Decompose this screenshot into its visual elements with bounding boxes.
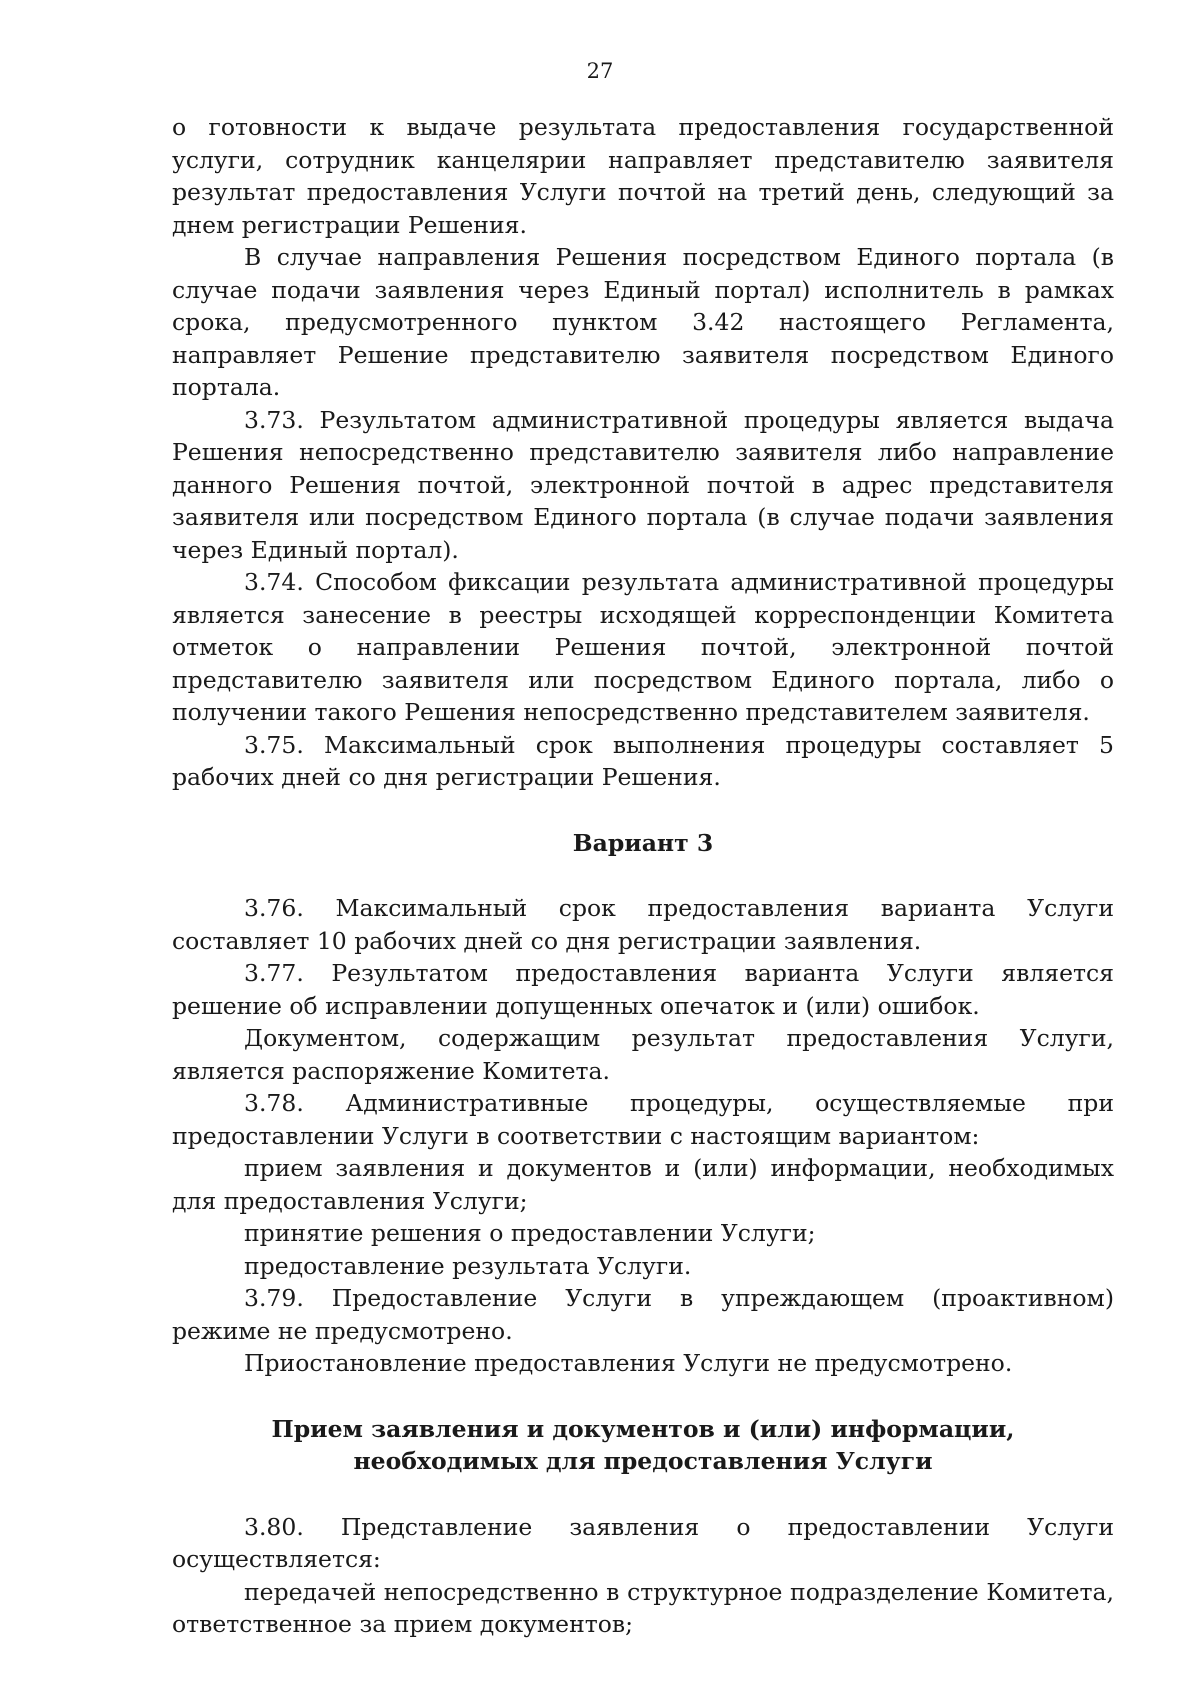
document-body — [172, 111, 1114, 1641]
heading-variant-3: Вариант 3 — [572, 828, 714, 857]
paragraph: о готовности к выдаче результата предоставления государственной услуги, сотрудник канцелярии направляет представителю заявителя результат предоставления Услуги почтой на третий день, следующий за днем регистрации Решения. — [172, 113, 1114, 239]
list-item: принятие решения о предоставлении Услуги; — [244, 1219, 816, 1247]
paragraph-3-73: 3.73. Результатом административной процедуры является выдача Решения непосредственно представителю заявителя либо направление данного Решения почтой, электронной почтой в адрес представителя заявителя или посредством Единого портала (в случае подачи заявления через Единый портал). — [172, 405, 1114, 564]
paragraph-3-80: 3.80. Представление заявления о предоставлении Услуги осуществляется: — [172, 1512, 1114, 1573]
paragraph-3-76: 3.76. Максимальный срок предоставления варианта Услуги составляет 10 рабочих дней со дня регистрации заявления. — [172, 894, 1114, 955]
paragraph-3-75: 3.75. Максимальный срок выполнения процедуры составляет 5 рабочих дней со дня регистрации Решения. — [172, 730, 1114, 791]
list-item: предоставление результата Услуги. — [244, 1251, 692, 1280]
heading-line: Прием заявления и документов и (или) информации, — [271, 1414, 1015, 1443]
paragraph-3-74: 3.74. Способом фиксации результата административной процедуры является занесение в реестры исходящей корреспонденции Комитета отметок о направлении Решения почтой, электронной почтой представителю заявителя или посредством Единого портала, либо о получении такого Решения непосредственно представителем заявителя. — [172, 568, 1114, 726]
list-item: прием заявления и документов и (или) информации, необходимых для предоставления Услуги; — [172, 1154, 1114, 1215]
list-item: передачей непосредственно в структурное подразделение Комитета, ответственное за прием документов; — [172, 1577, 1114, 1638]
paragraph: В случае направления Решения посредством Единого портала (в случае подачи заявления через Единый портал) исполнитель в рамках срока, предусмотренного пунктом 3.42 настоящего Регламента, направляет Решение представителю заявителя посредством Единого портала. — [172, 243, 1114, 401]
paragraph-3-77: 3.77. Результатом предоставления варианта Услуги является решение об исправлении допущенных опечаток и (или) ошибок. — [172, 959, 1114, 1020]
paragraph-3-79: 3.79. Предоставление Услуги в упреждающем (проактивном) режиме не предусмотрено. — [172, 1284, 1114, 1345]
heading-line: необходимых для предоставления Услуги — [353, 1447, 933, 1475]
paragraph: Приостановление предоставления Услуги не предусмотрено. — [244, 1349, 1013, 1377]
paragraph: Документом, содержащим результат предоставления Услуги, является распоряжение Комитета. — [172, 1024, 1114, 1085]
heading-section — [172, 1413, 1114, 1478]
page-number: 27 — [586, 59, 614, 83]
paragraph-3-78: 3.78. Административные процедуры, осуществляемые при предоставлении Услуги в соответствии с настоящим вариантом: — [172, 1089, 1114, 1150]
